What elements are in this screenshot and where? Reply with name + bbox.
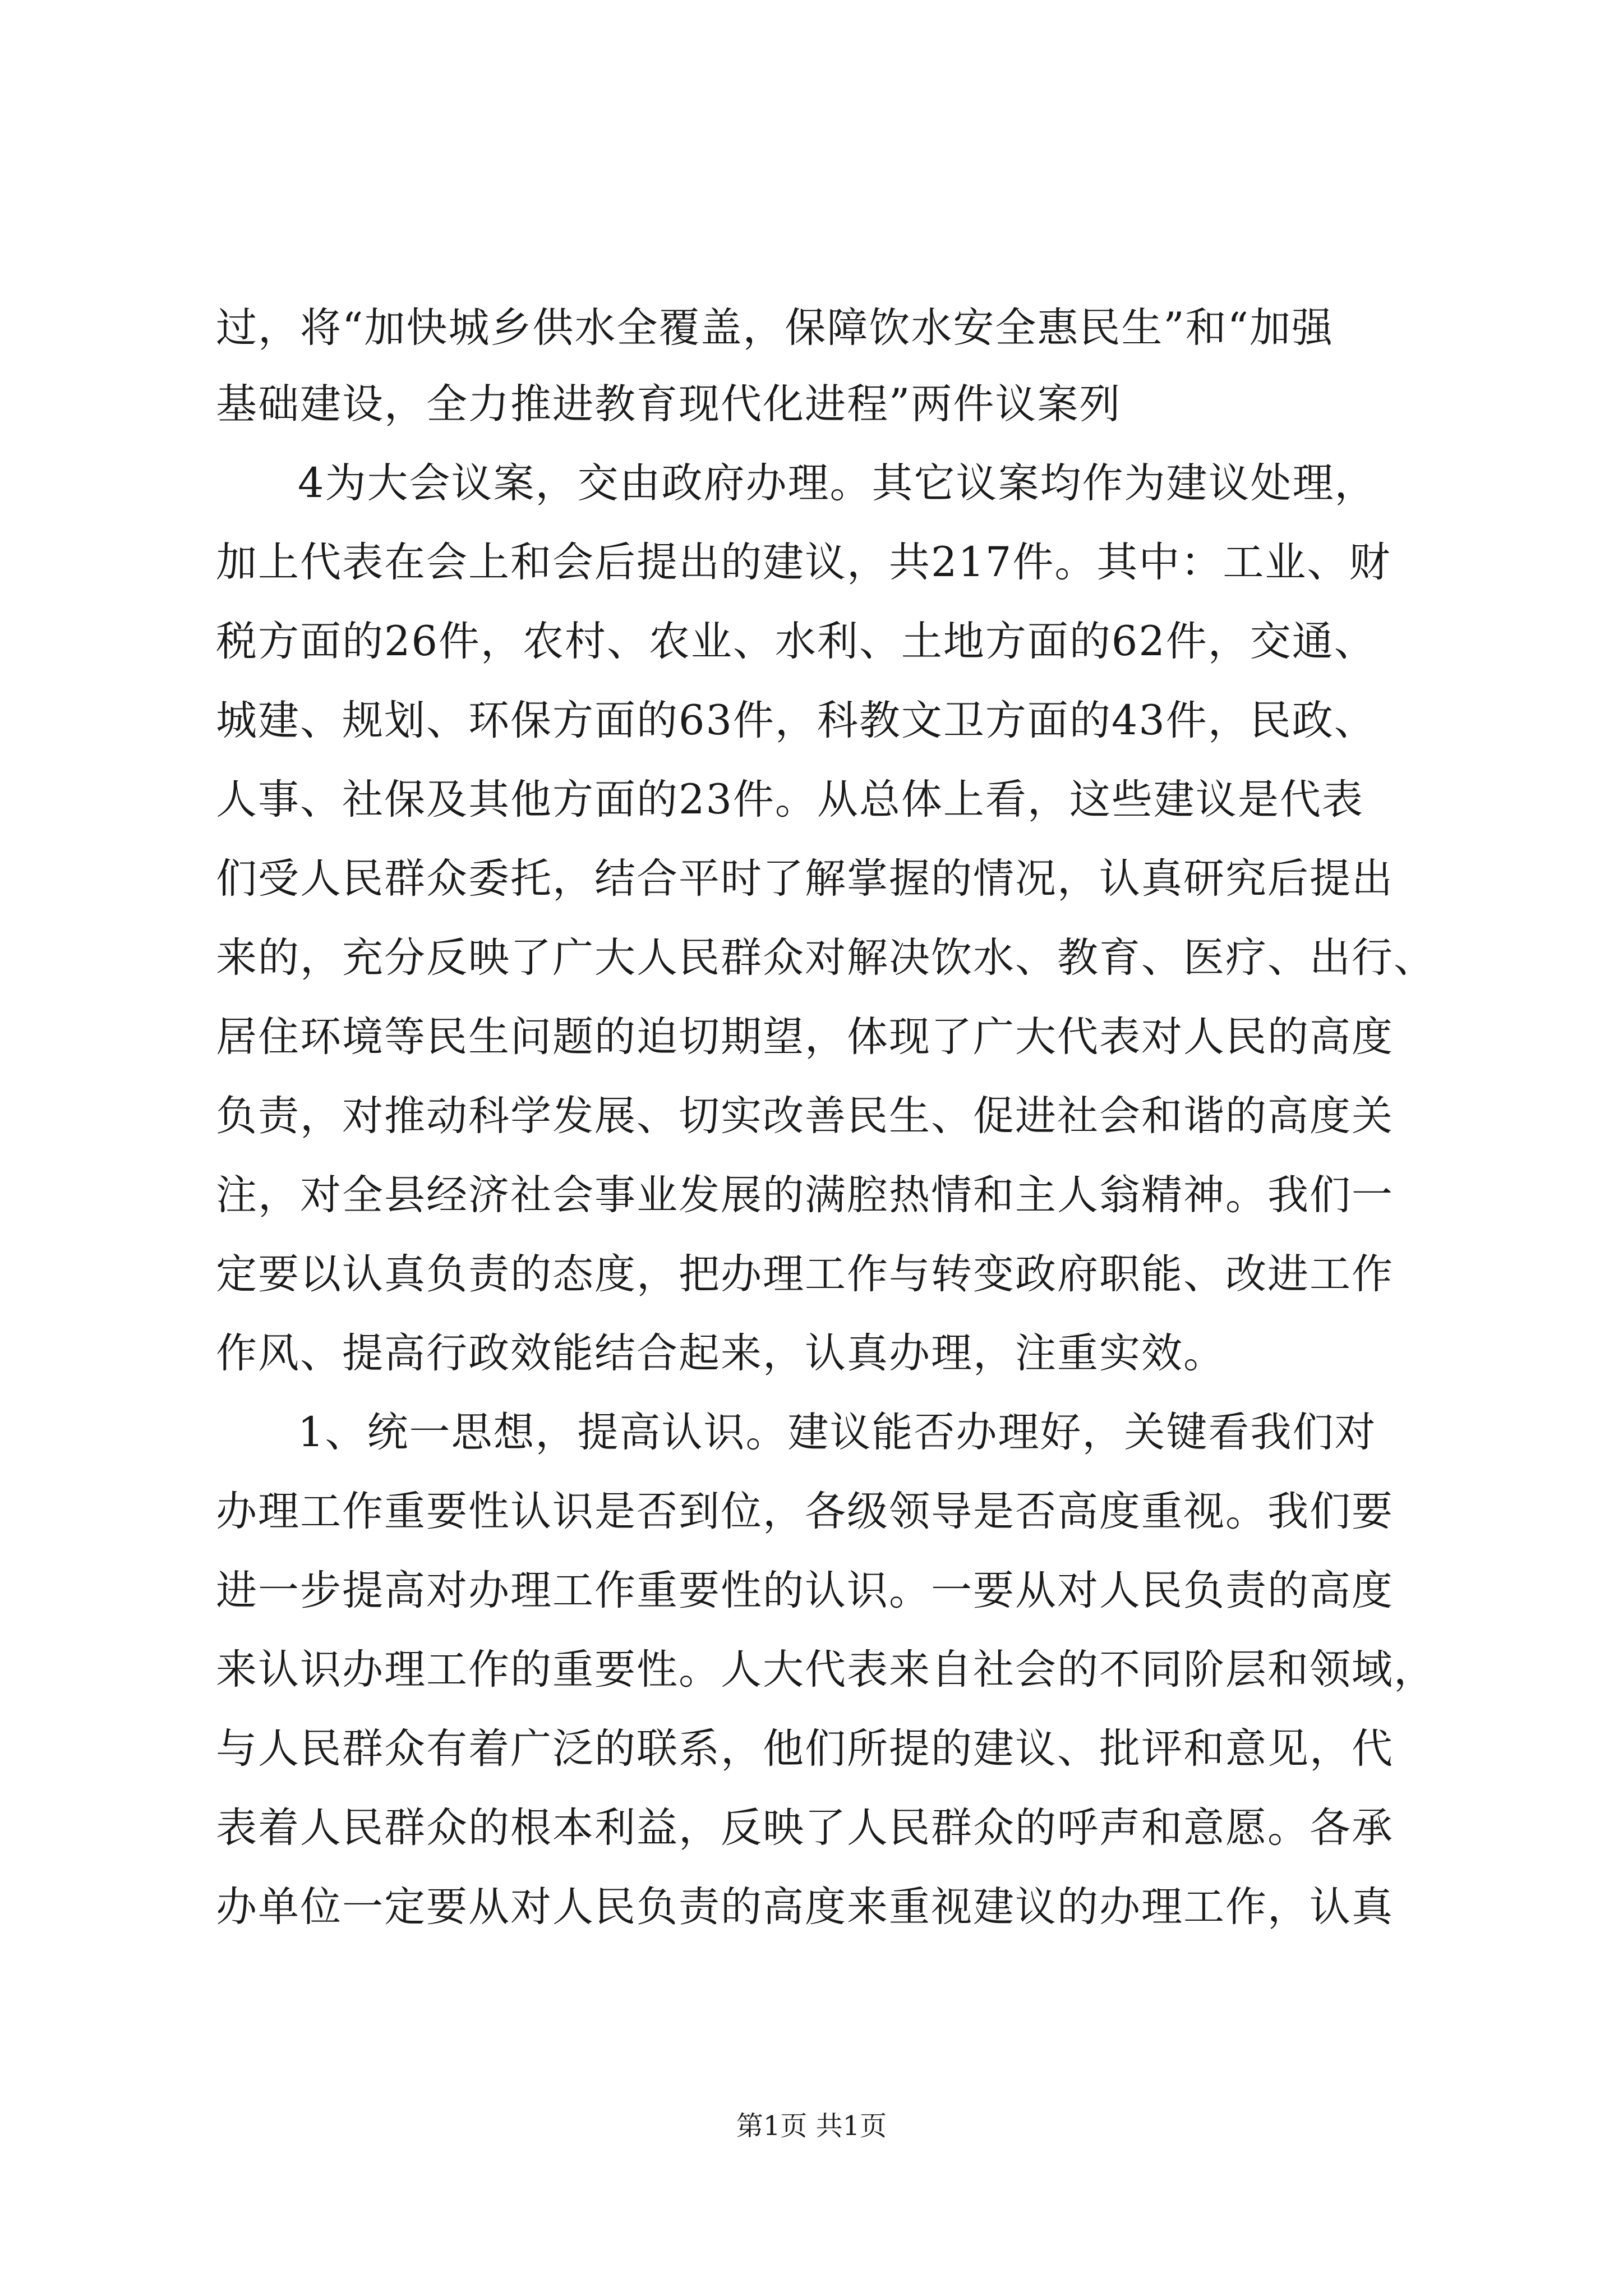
text-line: 表着人民群众的根本利益，反映了人民群众的呼声和意愿。各承 bbox=[216, 1804, 1394, 1852]
text-line: 进一步提高对办理工作重要性的认识。一要从对人民负责的高度 bbox=[216, 1567, 1394, 1614]
text-line: 来的，充分反映了广大人民群众对解决饮水、教育、医疗、出行、 bbox=[216, 934, 1436, 982]
text-line: 居住环境等民生问题的迫切期望，体现了广大代表对人民的高度 bbox=[216, 1013, 1394, 1061]
page-number-footer: 第1页 共1页 bbox=[736, 2110, 887, 2142]
text-line: 与人民群众有着广泛的联系，他们所提的建议、批评和意见，代 bbox=[216, 1725, 1394, 1773]
text-line: 过，将“加快城乡供水全覆盖，保障饮水安全惠民生”和“加强 bbox=[216, 304, 1334, 352]
paragraph-start-line: 4为大会议案，交由政府办理。其它议案均作为建议处理， bbox=[298, 459, 1377, 507]
text-line: 人事、社保及其他方面的23件。从总体上看，这些建议是代表 bbox=[216, 776, 1364, 823]
text-line: 办理工作重要性认识是否到位，各级领导是否高度重视。我们要 bbox=[216, 1488, 1394, 1535]
text-line: 办单位一定要从对人民负责的高度来重视建议的办理工作，认真 bbox=[216, 1883, 1394, 1931]
text-line: 定要以认真负责的态度，把办理工作与转变政府职能、改进工作 bbox=[216, 1250, 1394, 1298]
paragraph-start-line: 1、统一思想，提高认识。建议能否办理好，关键看我们对 bbox=[298, 1409, 1377, 1456]
text-line: 城建、规划、环保方面的63件，科教文卫方面的43件，民政、 bbox=[216, 697, 1376, 744]
text-line: 作风、提高行政效能结合起来，认真办理，注重实效。 bbox=[216, 1329, 1225, 1377]
text-line: 税方面的26件，农村、农业、水利、土地方面的62件，交通、 bbox=[216, 618, 1376, 665]
text-line: 加上代表在会上和会后提出的建议，共217件。其中：工业、财 bbox=[216, 539, 1391, 586]
text-line: 注，对全县经济社会事业发展的满腔热情和主人翁精神。我们一 bbox=[216, 1171, 1394, 1219]
text-line: 基础建设，全力推进教育现代化进程”两件议案列 bbox=[216, 380, 1122, 428]
text-line: 负责，对推动科学发展、切实改善民生、促进社会和谐的高度关 bbox=[216, 1092, 1394, 1140]
text-line: 们受人民群众委托，结合平时了解掌握的情况，认真研究后提出 bbox=[216, 855, 1394, 903]
text-line: 来认识办理工作的重要性。人大代表来自社会的不同阶层和领域， bbox=[216, 1646, 1436, 1694]
